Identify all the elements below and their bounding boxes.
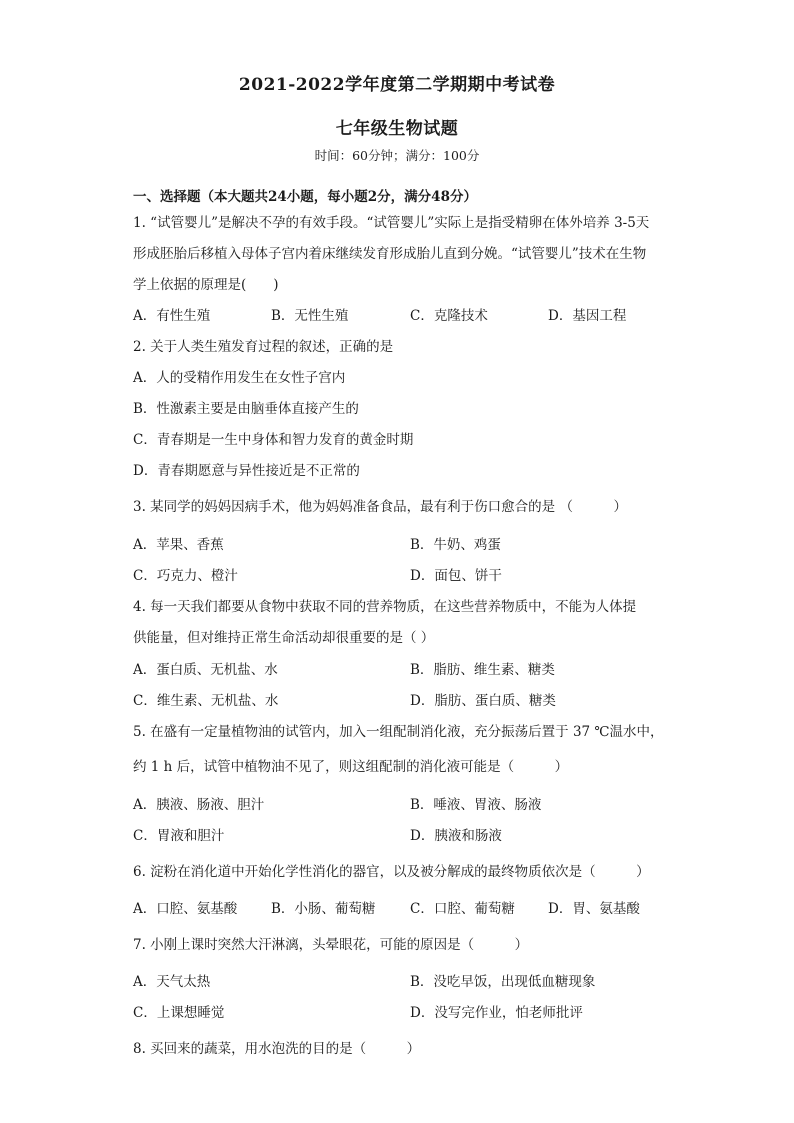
question-5-option-d: D．胰液和肠液 [410, 828, 502, 844]
question-1-option-a: A．有性生殖 [133, 308, 211, 324]
question-5-line-2: 约 1 h 后，试管中植物油不见了，则这组配制的消化液可能是（ ） [133, 759, 569, 775]
question-6-option-b: B．小肠、葡萄糖 [271, 901, 376, 917]
question-3-option-d: D．面包、饼干 [410, 568, 502, 584]
question-3-option-c: C．巧克力、橙汁 [133, 568, 238, 584]
question-5-option-c: C．胃液和胆汁 [133, 828, 225, 844]
exam-subject: 七年级生物试题 [335, 119, 459, 139]
question-8-line-1: 8. 买回来的蔬菜，用水泡洗的目的是（ ） [133, 1041, 421, 1057]
question-7-option-c: C．上课想睡觉 [133, 1005, 225, 1021]
question-4-option-c: C．维生素、无机盐、水 [133, 693, 279, 709]
question-2-option-d: D．青春期愿意与异性接近是不正常的 [133, 463, 360, 479]
question-2-option-a: A．人的受精作用发生在女性子宫内 [133, 370, 346, 386]
question-6-option-c: C．口腔、葡萄糖 [410, 901, 515, 917]
question-2-option-c: C．青春期是一生中身体和智力发育的黄金时期 [133, 432, 414, 448]
exam-info: 时间：60分钟；满分：100分 [314, 148, 480, 163]
question-4-option-d: D．脂肪、蛋白质、糖类 [410, 693, 556, 709]
question-1-option-d: D．基因工程 [548, 308, 627, 324]
question-6-option-a: A．口腔、氨基酸 [133, 901, 238, 917]
question-5-option-a: A．胰液、肠液、胆汁 [133, 797, 265, 813]
question-7-option-b: B．没吃早饭，出现低血糖现象 [410, 974, 596, 990]
question-5-option-b: B．唾液、胃液、肠液 [410, 797, 542, 813]
exam-title: 2021-2022学年度第二学期期中考试卷 [238, 75, 556, 95]
question-1-line-2: 形成胚胎后移植入母体子宫内着床继续发育形成胎儿直到分娩。“试管婴儿”技术在生物 [133, 246, 647, 262]
question-1-option-b: B．无性生殖 [271, 308, 349, 324]
question-7-option-d: D．没写完作业，怕老师批评 [410, 1005, 583, 1021]
question-7-option-a: A．天气太热 [133, 974, 211, 990]
question-6-option-d: D．胃、氨基酸 [548, 901, 640, 917]
question-1-line-3: 学上依据的原理是( ) [133, 277, 279, 293]
question-4-option-b: B．脂肪、维生素、糖类 [410, 662, 555, 678]
question-4-line-2: 供能量，但对维持正常生命活动却很重要的是（ ） [133, 630, 435, 646]
question-2-option-b: B．性激素主要是由脑垂体直接产生的 [133, 401, 359, 417]
question-4-option-a: A．蛋白质、无机盐、水 [133, 662, 278, 678]
question-1-option-c: C．克隆技术 [410, 308, 488, 324]
question-4-line-1: 4. 每一天我们都要从食物中获取不同的营养物质，在这些营养物质中，不能为人体提 [133, 599, 637, 615]
question-2-line-1: 2. 关于人类生殖发育过程的叙述，正确的是 [133, 339, 394, 355]
section-heading: 一、选择题（本大题共24小题，每小题2分，满分48分） [133, 189, 477, 205]
question-7-line-1: 7. 小刚上课时突然大汗淋漓，头晕眼花，可能的原因是（ ） [133, 937, 529, 953]
question-5-line-1: 5. 在盛有一定量植物油的试管内，加入一组配制消化液，充分振荡后置于 37 ℃温水中， [133, 724, 664, 740]
question-6-line-1: 6. 淀粉在消化道中开始化学性消化的器官，以及被分解成的最终物质依次是（ ） [133, 864, 650, 880]
question-1-line-1: 1. “试管婴儿”是解决不孕的有效手段。“试管婴儿”实际上是指受精卵在体外培养 3-5天 [133, 215, 650, 231]
question-3-option-a: A．苹果、香蕉 [133, 537, 224, 553]
question-3-option-b: B．牛奶、鸡蛋 [410, 537, 501, 553]
question-3-line-1: 3. 某同学的妈妈因病手术，他为妈妈准备食品，最有利于伤口愈合的是 （ ） [133, 499, 627, 515]
